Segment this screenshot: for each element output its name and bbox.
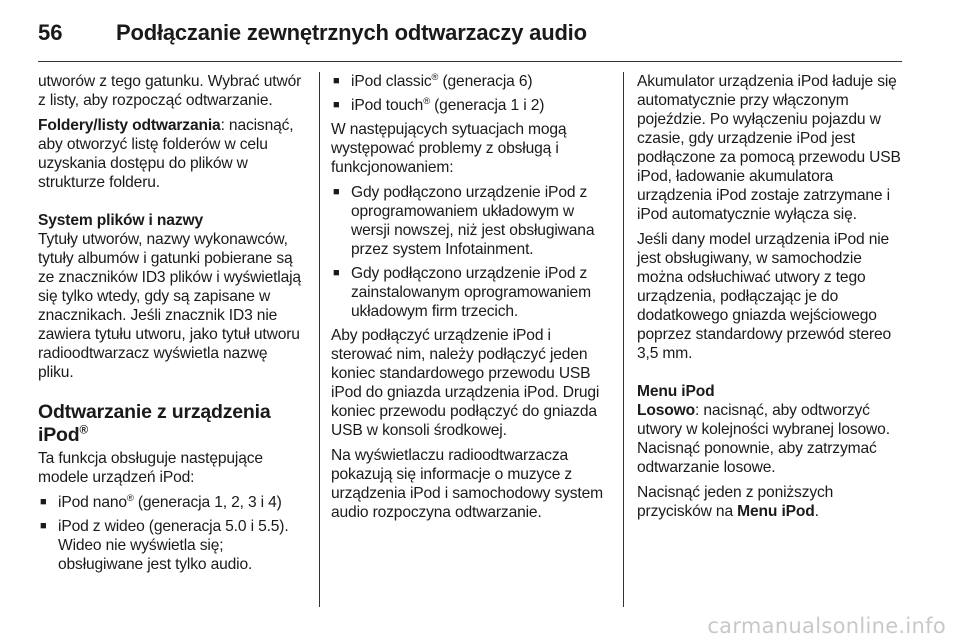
paragraph-shuffle (637, 401, 905, 477)
header-rule (38, 61, 902, 62)
term-shuffle: Losowo (637, 402, 696, 419)
paragraph: Na wyświetlaczu radioodtwarzacza pokazują się informacje o muzyce z urządzenia iPod i samochodowy system audio rozpoczyna odtwarzanie. (331, 447, 603, 521)
paragraph: Jeśli dany model urządzenia iPod nie jest obsługiwany, w samochodzie można odsłuchiwać utwory z tego urządzenia, podłączając je do dodatkowego gniazda wejściowego poprzez standardowy przewód stereo 3,5 mm. (637, 231, 892, 362)
column-divider (623, 72, 624, 607)
column-1 (38, 72, 306, 579)
paragraph-intro: Ta funkcja obsługuje następujące modele urządzeń iPod: (38, 450, 263, 486)
watermark: carmanualsonline.info (707, 614, 946, 638)
section-heading-text: Odtwarzanie z urządzenia iPod (38, 401, 271, 446)
column-divider (319, 72, 320, 607)
bullet-text-rest: (generacja 1, 2, 3 i 4) (133, 494, 282, 511)
paragraph-text: Nacisnąć jeden z poniższych przycisków na (637, 484, 834, 520)
paragraph-filesystem: Tytuły utworów, nazwy wykonawców, tytuły albumów i gatunki pobierane są ze znaczników ID3 plików i wyświetlają się tylko wtedy, gdy są zapisane w znacznikach. Jeśli znacznik ID3 nie zawiera tytułu utworu, jako tytuł utworu radioodtwarzacz wyświetla nazwę pliku. (38, 231, 301, 381)
bullet-text-rest: (generacja 1 i 2) (429, 97, 545, 114)
registered-mark: ® (79, 423, 88, 437)
bullet-text: iPod touch (351, 97, 424, 114)
term-menu-ipod: Menu iPod (737, 503, 815, 520)
page-number: 56 (38, 20, 63, 45)
column-2 (331, 72, 605, 528)
list-item (331, 72, 605, 91)
paragraph-end: . (814, 503, 819, 520)
subheading-menu-ipod: Menu iPod (637, 383, 715, 400)
list-item: ■ Gdy podłączono urządzenie iPod z oprogramowaniem układowym w wersji nowszej, niż jest obsługiwana przez system Infotainment. (331, 183, 605, 259)
term-shuffle-text: : nacisnąć, aby odtworzyć utwory w kolejności wybranej losowo. Nacisnąć ponownie, aby zatrzymać odtwarzanie losowe. (637, 402, 890, 476)
subheading-filesystem: System plików i nazwy (38, 212, 203, 229)
list-item: ■ Gdy podłączono urządzenie iPod z zainstalowanym oprogramowaniem układowym firm trzecich. (331, 264, 605, 321)
bullet-text: iPod nano (58, 494, 127, 511)
bullet-text-rest: (generacja 6) (438, 73, 533, 90)
list-item (38, 493, 306, 512)
list-item (331, 96, 605, 115)
paragraph-folders (38, 116, 306, 192)
chapter-title: Podłączanie zewnętrznych odtwarzaczy audio (116, 20, 587, 45)
column-3 (637, 72, 905, 527)
paragraph: utworów z tego gatunku. Wybrać utwór z listy, aby rozpocząć odtwarzanie. (38, 73, 302, 109)
registered-mark: ® (423, 95, 430, 106)
paragraph: Akumulator urządzenia iPod ładuje się automatycznie przy włączonym pojeździe. Po wyłączeniu pojazdu w czasie, gdy urządzenie iPod jest podłączone za pomocą przewodu USB iPod, ładowanie akumulatora urządzenia iPod zostaje zatrzymane i iPod automatycznie wyłącza się. (637, 73, 901, 223)
term-folders: Foldery/listy odtwarzania (38, 117, 221, 134)
registered-mark: ® (431, 71, 439, 82)
bullet-text: iPod classic (351, 73, 432, 90)
paragraph (637, 483, 905, 521)
page-header (38, 18, 587, 48)
paragraph: Aby podłączyć urządzenie iPod i sterować nim, należy podłączyć jeden koniec standardowego przewodu USB iPod do gniazda urządzenia iPod. Drugi koniec przewodu podłączyć do gniazda USB w konsoli środkowej. (331, 327, 600, 439)
section-heading (38, 401, 306, 447)
term-folders-text: : nacisnąć, aby otworzyć listę folderów w celu uzyskania dostępu do plików w strukturze folderu. (38, 117, 294, 191)
registered-mark: ® (126, 492, 134, 503)
list-item: ■ iPod z wideo (generacja 5.0 i 5.5). Wideo nie wyświetla się; obsługiwane jest tylko audio. (38, 517, 306, 574)
paragraph: W następujących sytuacjach mogą występować problemy z obsługą i funkcjonowaniem: (331, 121, 567, 176)
